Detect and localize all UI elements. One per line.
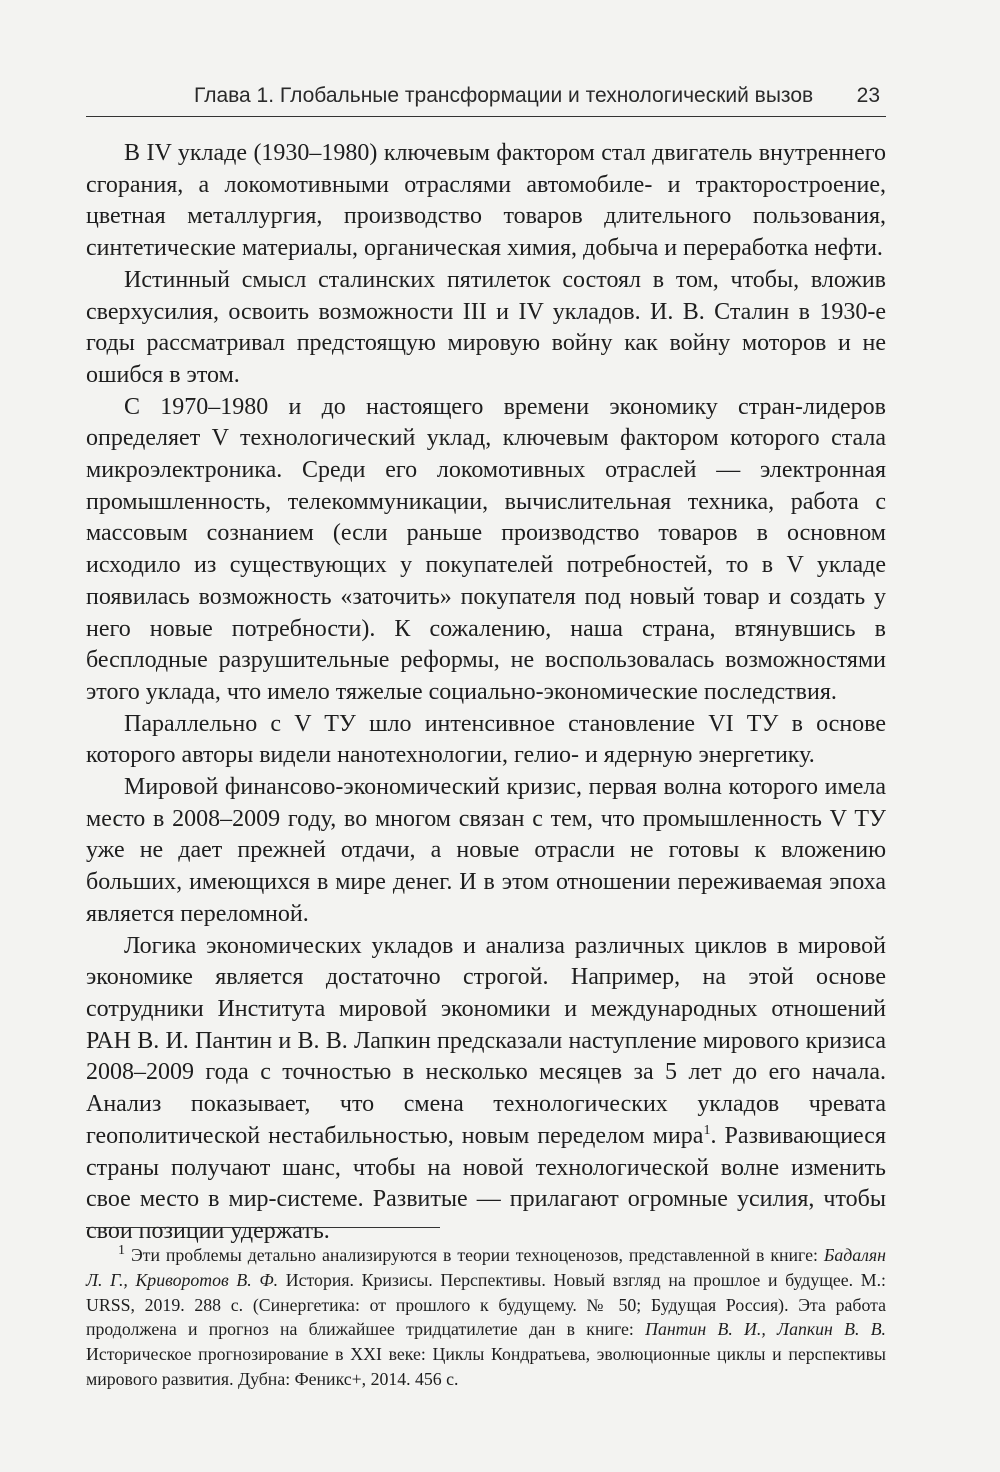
footnote-reference[interactable]: 1 xyxy=(703,1122,711,1138)
paragraph-text: . Развивающиеся страны получают шанс, чтобы на новой технологической волне изменить свое место в мир-системе. Развитые — прилагают огромные усилия, чтобы свои позиции удержать. xyxy=(86,1122,886,1244)
main-text xyxy=(86,138,886,1248)
footnote-authors: Пантин В. И., Лапкин В. В. xyxy=(645,1319,886,1340)
paragraph: Мировой финансово-экономический кризис, первая волна которого имела место в 2008–2009 году, во многом связан с тем, что промышленность V ТУ уже не дает прежней отдачи, а новые отрасли не готовы к вложению больших, имеющихся в мире денег. И в этом отношении переживаемая эпоха является переломной. xyxy=(86,774,886,927)
page-number: 23 xyxy=(856,84,880,107)
paragraph: Параллельно с V ТУ шло интенсивное становление VI ТУ в основе которого авторы видели нанотехнологии, гелио- и ядерную энергетику. xyxy=(86,710,886,769)
footnote-mark: 1 xyxy=(118,1243,125,1259)
footnote-text: Историческое прогнозирование в XXI веке: Циклы Кондратьева, эволюционные циклы и перспективы мирового развития. Дубна: Феникс+, 2014. 456 с. xyxy=(86,1344,886,1389)
paragraph: С 1970–1980 и до настоящего времени экономику стран-лидеров определяет V технологический уклад, ключевым фактором которого стала микроэлектроника. Среди его локомотивных отраслей — электронная промышленность, телекоммуникации, вычислительная техника, работа с массовым сознанием (если раньше производство товаров в основном исходило из существующих у покупателей потребностей, то в V укладе появилась возможность «заточить» покупателя под новый товар и создать у него новые потребности). К сожалению, наша страна, втянувшись в бесплодные разрушительные реформы, не воспользовалась возможностями этого уклада, что имело тяжелые социально-экономические последствия. xyxy=(86,393,886,705)
footnote-divider xyxy=(86,1227,440,1228)
paragraph: В IV укладе (1930–1980) ключевым фактором стал двигатель внутреннего сгорания, а локомотивными отраслями автомобиле- и тракторостроение, цветная металлургия, производство товаров длительного пользования, синтетические материалы, органическая химия, добыча и переработка нефти. xyxy=(86,140,886,262)
paragraph-text: Логика экономических укладов и анализа различных циклов в мировой экономике является достаточно строгой. Например, на этой основе сотрудники Института мировой экономики и международных отношений РАН В. И. Пантин и В. В. Лапкин предсказали наступление мирового кризиса 2008–2009 года с точностью в несколько месяцев за 5 лет до его начала. Анализ показывает, что смена технологических укладов чревата геополитической нестабильностью, новым переделом мира xyxy=(86,932,886,1149)
footnote-text: История. Кризисы. Перспективы. Новый взгляд на прошлое и будущее. М.: URSS, 2019. 288 с. (Синергетика: от прошлого к будущему. № 50; Будущая Россия). Эта работа продолжена и прогноз на ближайшее тридцатилетие дан в книге: xyxy=(86,1269,887,1340)
paragraph xyxy=(86,931,886,1248)
chapter-title: Глава 1. Глобальные трансформации и технологический вызов xyxy=(194,84,814,107)
footnote-authors: Бадалян Л. Г., Криворотов В. Ф. xyxy=(86,1245,886,1290)
footnote-text: Эти проблемы детально анализируются в теории техноценозов, представленной в книге: xyxy=(125,1245,824,1265)
footnote xyxy=(86,1243,886,1392)
running-header xyxy=(86,76,886,117)
paragraph: Истинный смысл сталинских пятилеток состоял в том, чтобы, вложив сверхусилия, освоить возможности III и IV укладов. И. В. Сталин в 1930-е годы рассматривал предстоящую мировую войну как войну моторов и не ошибся в этом. xyxy=(86,266,886,388)
